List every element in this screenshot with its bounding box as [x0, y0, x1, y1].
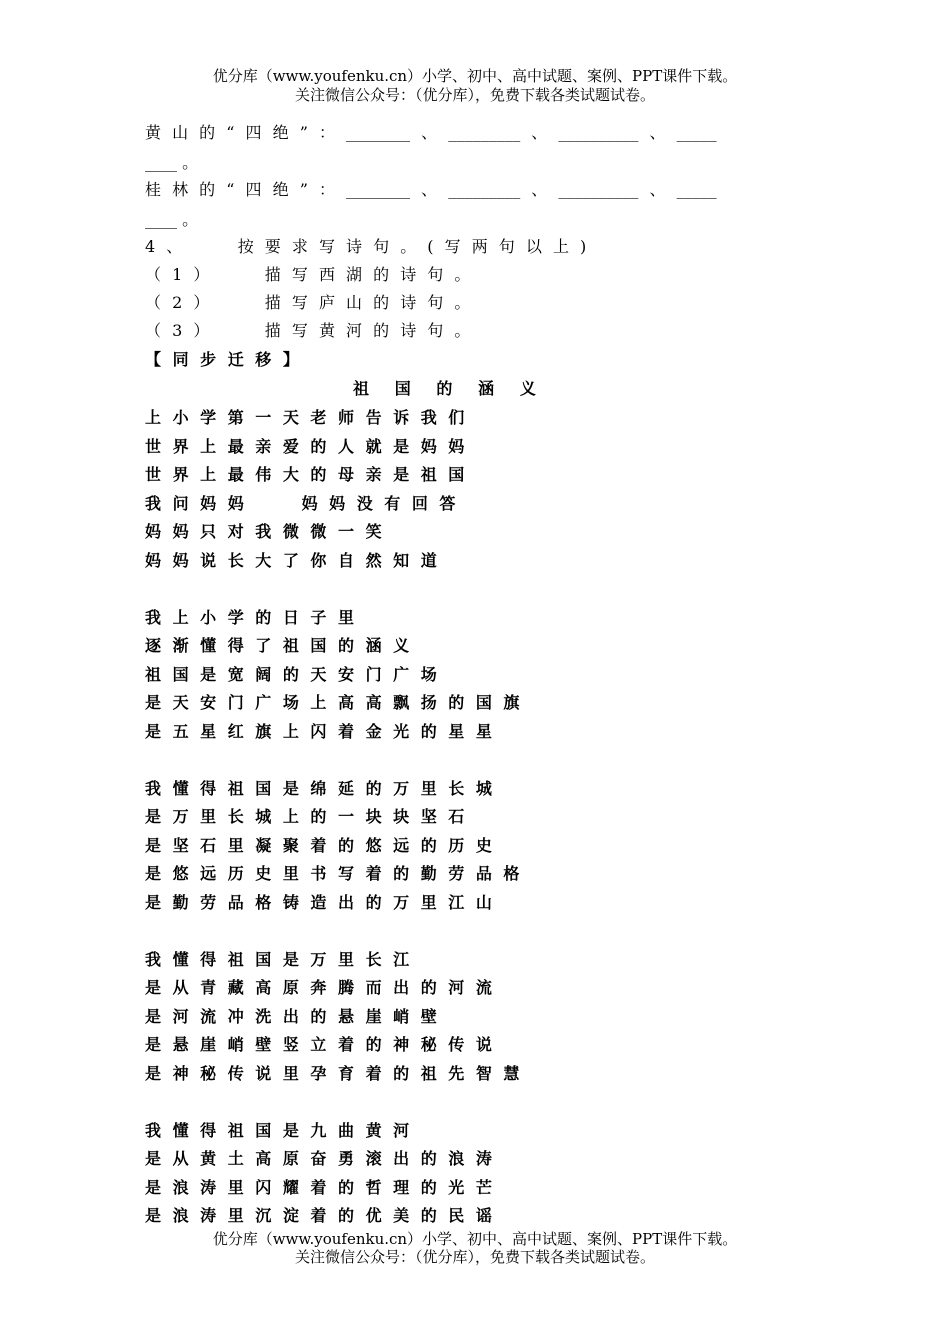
footer-line-1: 优分库（www.youfenku.cn）小学、初中、高中试题、案例、PPT课件下载。 — [212, 1230, 738, 1248]
footer-line-2: 关注微信公众号：（优分库），免费下载各类试题试卷。 — [294, 1248, 655, 1266]
poem-line: 世 界 上 最 亲 爱 的 人 就 是 妈 妈 — [145, 436, 465, 456]
poem-line: 是 悠 远 历 史 里 书 写 着 的 勤 劳 品 格 — [145, 864, 520, 883]
question-4-2: （ 2 ） 描 写 庐 山 的 诗 句 。 — [145, 293, 471, 312]
poem-line: 是 从 黄 土 高 原 奋 勇 滚 出 的 浪 涛 — [145, 1149, 492, 1168]
poem-line: 我 懂 得 祖 国 是 万 里 长 江 — [145, 949, 410, 969]
poem-line: 逐 渐 懂 得 了 祖 国 的 涵 义 — [145, 636, 410, 655]
header-line-1: 优分库（www.youfenku.cn）小学、初中、高中试题、案例、PPT课件下载。 — [212, 67, 738, 85]
poem-line: 是 五 星 红 旗 上 闪 着 金 光 的 星 星 — [145, 721, 492, 741]
poem-title: 祖 国 的 涵 义 — [353, 379, 536, 398]
poem-line: 是 万 里 长 城 上 的 一 块 块 坚 石 — [145, 807, 465, 826]
question-4-1: （ 1 ） 描 写 西 湖 的 诗 句 。 — [145, 265, 471, 284]
poem-line: 是 天 安 门 广 场 上 高 高 飘 扬 的 国 旗 — [145, 693, 520, 712]
poem-line: 妈 妈 只 对 我 微 微 一 笑 — [145, 522, 382, 541]
poem-line: 是 悬 崖 峭 壁 竖 立 着 的 神 秘 传 说 — [145, 1035, 492, 1054]
huangshan-four-wonders-continued: ____ 。 — [145, 153, 199, 172]
poem-line: 是 坚 石 里 凝 聚 着 的 悠 远 的 历 史 — [145, 835, 492, 855]
poem-line: 我 上 小 学 的 日 子 里 — [145, 607, 354, 627]
question-4: 4 、 按 要 求 写 诗 句 。 ( 写 两 句 以 上 ) — [145, 237, 587, 256]
poem-line: 是 勤 劳 品 格 铸 造 出 的 万 里 江 山 — [145, 892, 492, 912]
poem-line: 上 小 学 第 一 天 老 师 告 诉 我 们 — [145, 408, 465, 427]
poem-line: 祖 国 是 宽 阔 的 天 安 门 广 场 — [145, 664, 437, 684]
poem-line: 是 从 青 藏 高 原 奔 腾 而 出 的 河 流 — [145, 978, 492, 997]
poem-line: 妈 妈 说 长 大 了 你 自 然 知 道 — [145, 550, 437, 570]
poem-line: 是 河 流 冲 洗 出 的 悬 崖 峭 壁 — [145, 1006, 437, 1026]
header-line-2: 关注微信公众号：（优分库），免费下载各类试题试卷。 — [294, 86, 655, 104]
poem-line: 是 浪 涛 里 闪 耀 着 的 哲 理 的 光 芒 — [145, 1177, 492, 1197]
huangshan-four-wonders-line: 黄 山 的 “ 四 绝 ” ： ________ 、 _________ 、 __________ 、 _____ — [145, 123, 717, 142]
poem-line: 我 懂 得 祖 国 是 绵 延 的 万 里 长 城 — [145, 778, 492, 798]
poem-line: 是 浪 涛 里 沉 淀 着 的 优 美 的 民 谣 — [145, 1206, 492, 1225]
poem-line: 世 界 上 最 伟 大 的 母 亲 是 祖 国 — [145, 465, 465, 484]
guilin-four-wonders-line: 桂 林 的 “ 四 绝 ” ： ________ 、 _________ 、 __________ 、 _____ — [145, 180, 717, 199]
poem-line: 是 神 秘 传 说 里 孕 育 着 的 祖 先 智 慧 — [145, 1063, 520, 1083]
poem-line: 我 问 妈 妈 妈 妈 没 有 回 答 — [145, 493, 456, 513]
question-4-3: （ 3 ） 描 写 黄 河 的 诗 句 。 — [145, 321, 471, 340]
section-title: 【 同 步 迁 移 】 — [145, 350, 299, 369]
poem-line: 我 懂 得 祖 国 是 九 曲 黄 河 — [145, 1120, 410, 1140]
guilin-four-wonders-continued: ____ 。 — [145, 210, 199, 229]
